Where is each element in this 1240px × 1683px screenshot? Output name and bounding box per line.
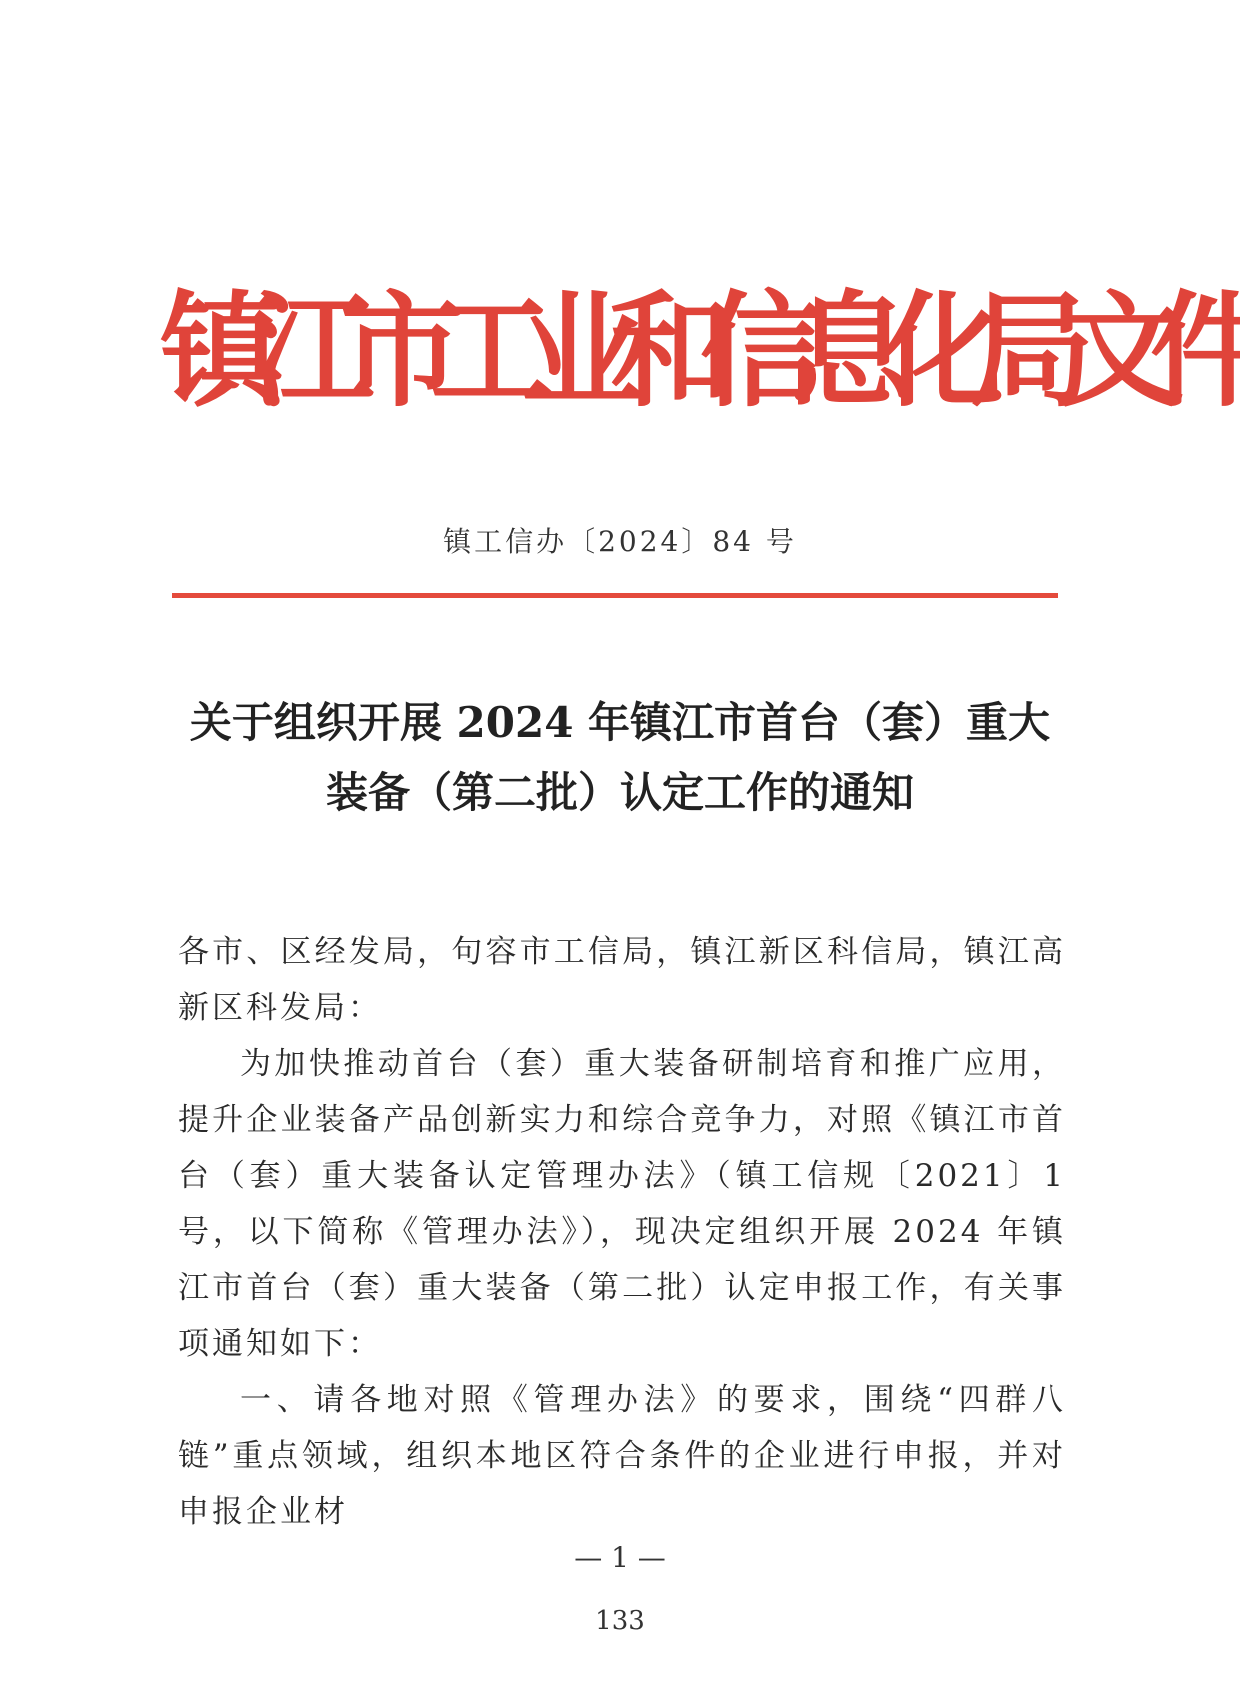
salutation: 各市、区经发局，句容市工信局，镇江新区科信局，镇江高新区科发局： <box>178 934 1066 1026</box>
archive-number: 133 <box>595 1606 645 1636</box>
paragraph-intro: 为加快推动首台（套）重大装备研制培育和推广应用，提升企业装备产品创新实力和综合竞争力，对照《镇江市首台（套）重大装备认定管理办法》（镇工信规〔2021〕1 号，以下简称《管理办法》），现决定组织开展 2024 年镇江市首台（套）重大装备（第二批）认定申报工作，有关事项通知如下： <box>178 1046 1066 1362</box>
red-divider <box>172 593 1058 598</box>
paragraph-item-1: 一、请各地对照《管理办法》的要求，围绕“四群八链”重点领域，组织本地区符合条件的企业进行申报，并对申报企业材 <box>178 1382 1066 1530</box>
title-line-2: 装备（第二批）认定工作的通知 <box>325 768 914 817</box>
page-number: — 1 — <box>574 1541 666 1574</box>
notice-title <box>180 688 1060 828</box>
document-body <box>178 924 1066 1540</box>
document-number: 镇工信办〔2024〕84 号 <box>443 525 797 558</box>
masthead-title: 镇江市工业和信息化局文件 <box>160 280 1240 424</box>
title-line-1: 关于组织开展 2024 年镇江市首台（套）重大 <box>189 698 1051 747</box>
